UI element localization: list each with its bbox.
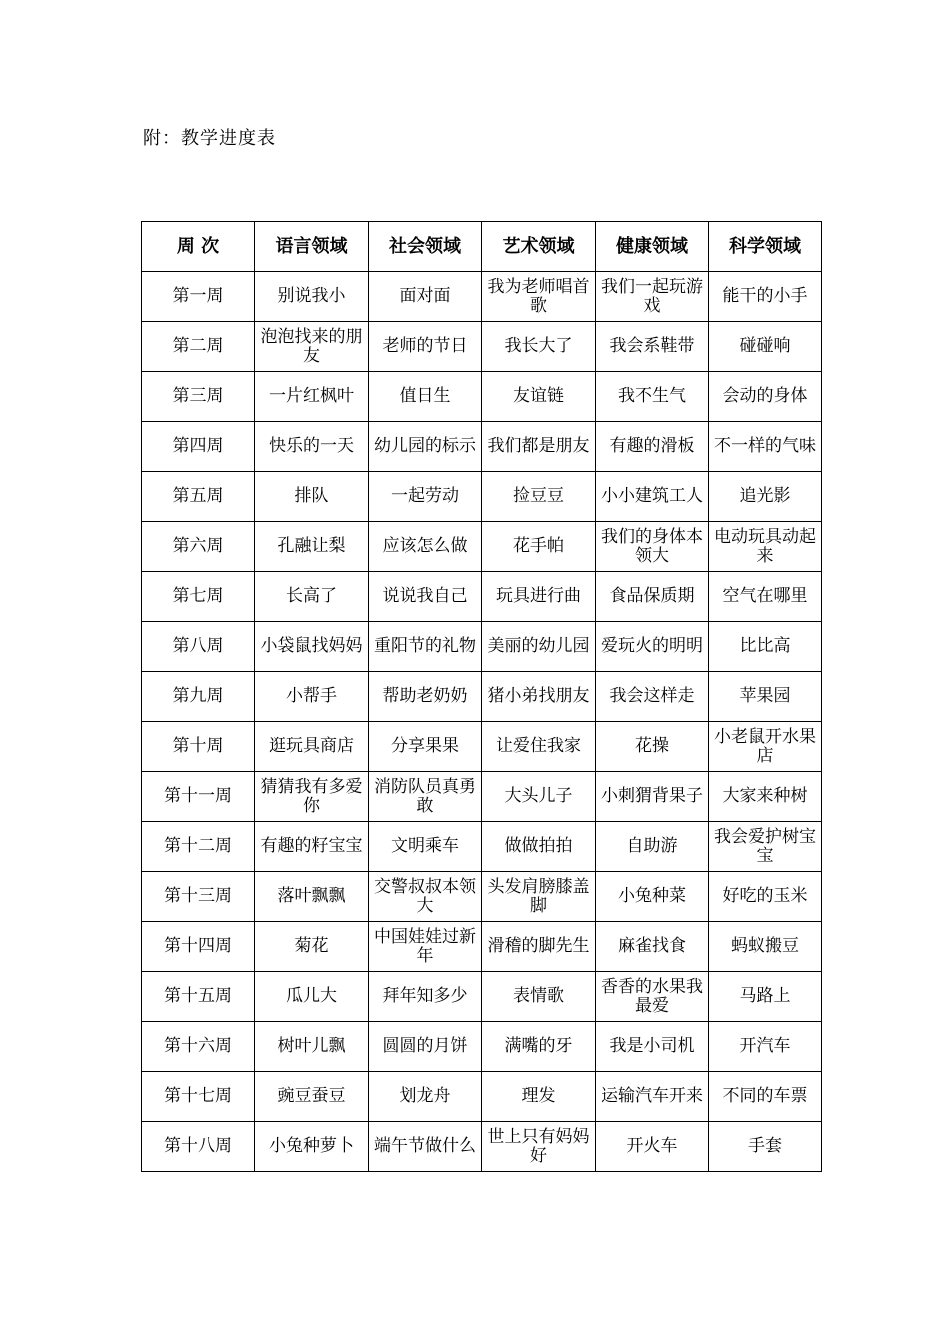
week-cell: 第十二周 [142, 822, 255, 872]
art-cell: 我们都是朋友 [482, 422, 596, 472]
language-cell: 泡泡找来的朋友 [255, 322, 369, 372]
language-cell: 小帮手 [255, 672, 369, 722]
health-cell: 香香的水果我最爱 [596, 972, 709, 1022]
table-row [142, 322, 822, 372]
social-cell: 应该怎么做 [369, 522, 482, 572]
science-cell: 比比高 [709, 622, 822, 672]
week-cell: 第六周 [142, 522, 255, 572]
science-cell: 会动的身体 [709, 372, 822, 422]
science-cell: 马路上 [709, 972, 822, 1022]
science-cell: 空气在哪里 [709, 572, 822, 622]
social-cell: 帮助老奶奶 [369, 672, 482, 722]
week-cell: 第十六周 [142, 1022, 255, 1072]
table-row [142, 522, 822, 572]
social-cell: 端午节做什么 [369, 1122, 482, 1172]
week-cell: 第五周 [142, 472, 255, 522]
art-cell: 世上只有妈妈好 [482, 1122, 596, 1172]
health-cell: 爱玩火的明明 [596, 622, 709, 672]
language-cell: 一片红枫叶 [255, 372, 369, 422]
week-cell: 第三周 [142, 372, 255, 422]
language-cell: 孔融让梨 [255, 522, 369, 572]
health-cell: 麻雀找食 [596, 922, 709, 972]
language-cell: 快乐的一天 [255, 422, 369, 472]
language-cell: 别说我小 [255, 272, 369, 322]
health-cell: 小兔种菜 [596, 872, 709, 922]
art-cell: 猪小弟找朋友 [482, 672, 596, 722]
week-cell: 第十七周 [142, 1072, 255, 1122]
art-cell: 友谊链 [482, 372, 596, 422]
health-cell: 我会这样走 [596, 672, 709, 722]
social-cell: 老师的节日 [369, 322, 482, 372]
header-art: 艺术领域 [482, 222, 596, 272]
health-cell: 开火车 [596, 1122, 709, 1172]
science-cell: 我会爱护树宝宝 [709, 822, 822, 872]
art-cell: 美丽的幼儿园 [482, 622, 596, 672]
science-cell: 电动玩具动起来 [709, 522, 822, 572]
table-header-row [142, 222, 822, 272]
table-row [142, 822, 822, 872]
table-row [142, 1072, 822, 1122]
science-cell: 大家来种树 [709, 772, 822, 822]
health-cell: 我们一起玩游戏 [596, 272, 709, 322]
health-cell: 我们的身体本领大 [596, 522, 709, 572]
language-cell: 豌豆蚕豆 [255, 1072, 369, 1122]
table-row [142, 422, 822, 472]
social-cell: 圆圆的月饼 [369, 1022, 482, 1072]
art-cell: 我长大了 [482, 322, 596, 372]
language-cell: 有趣的籽宝宝 [255, 822, 369, 872]
week-cell: 第二周 [142, 322, 255, 372]
health-cell: 我是小司机 [596, 1022, 709, 1072]
teaching-schedule-table [141, 221, 822, 1172]
week-cell: 第十四周 [142, 922, 255, 972]
language-cell: 逛玩具商店 [255, 722, 369, 772]
science-cell: 追光影 [709, 472, 822, 522]
science-cell: 蚂蚁搬豆 [709, 922, 822, 972]
art-cell: 表情歌 [482, 972, 596, 1022]
health-cell: 有趣的滑板 [596, 422, 709, 472]
social-cell: 一起劳动 [369, 472, 482, 522]
social-cell: 拜年知多少 [369, 972, 482, 1022]
social-cell: 划龙舟 [369, 1072, 482, 1122]
table-row [142, 622, 822, 672]
document-caption: 附：教学进度表 [143, 128, 276, 149]
social-cell: 分享果果 [369, 722, 482, 772]
week-cell: 第十周 [142, 722, 255, 772]
art-cell: 理发 [482, 1072, 596, 1122]
table-row [142, 972, 822, 1022]
language-cell: 瓜儿大 [255, 972, 369, 1022]
health-cell: 食品保质期 [596, 572, 709, 622]
social-cell: 中国娃娃过新年 [369, 922, 482, 972]
table-row [142, 722, 822, 772]
table-row [142, 272, 822, 322]
health-cell: 小刺猬背果子 [596, 772, 709, 822]
art-cell: 滑稽的脚先生 [482, 922, 596, 972]
table-row [142, 922, 822, 972]
art-cell: 玩具进行曲 [482, 572, 596, 622]
social-cell: 文明乘车 [369, 822, 482, 872]
science-cell: 小老鼠开水果店 [709, 722, 822, 772]
social-cell: 值日生 [369, 372, 482, 422]
header-health: 健康领域 [596, 222, 709, 272]
science-cell: 不同的车票 [709, 1072, 822, 1122]
language-cell: 小兔种萝卜 [255, 1122, 369, 1172]
art-cell: 让爱住我家 [482, 722, 596, 772]
header-language: 语言领域 [255, 222, 369, 272]
table-row [142, 672, 822, 722]
social-cell: 重阳节的礼物 [369, 622, 482, 672]
health-cell: 自助游 [596, 822, 709, 872]
week-cell: 第八周 [142, 622, 255, 672]
week-cell: 第四周 [142, 422, 255, 472]
science-cell: 苹果园 [709, 672, 822, 722]
header-social: 社会领域 [369, 222, 482, 272]
table-row [142, 1022, 822, 1072]
social-cell: 消防队员真勇敢 [369, 772, 482, 822]
health-cell: 花操 [596, 722, 709, 772]
language-cell: 菊花 [255, 922, 369, 972]
week-cell: 第九周 [142, 672, 255, 722]
language-cell: 小袋鼠找妈妈 [255, 622, 369, 672]
health-cell: 小小建筑工人 [596, 472, 709, 522]
week-cell: 第十五周 [142, 972, 255, 1022]
art-cell: 我为老师唱首歌 [482, 272, 596, 322]
science-cell: 不一样的气味 [709, 422, 822, 472]
art-cell: 花手帕 [482, 522, 596, 572]
week-cell: 第七周 [142, 572, 255, 622]
art-cell: 做做拍拍 [482, 822, 596, 872]
language-cell: 长高了 [255, 572, 369, 622]
table-row [142, 1122, 822, 1172]
table-body [142, 272, 822, 1172]
table-row [142, 872, 822, 922]
week-cell: 第十八周 [142, 1122, 255, 1172]
language-cell: 树叶儿飘 [255, 1022, 369, 1072]
science-cell: 碰碰响 [709, 322, 822, 372]
health-cell: 我会系鞋带 [596, 322, 709, 372]
science-cell: 开汽车 [709, 1022, 822, 1072]
header-science: 科学领域 [709, 222, 822, 272]
social-cell: 说说我自己 [369, 572, 482, 622]
language-cell: 猜猜我有多爱你 [255, 772, 369, 822]
science-cell: 能干的小手 [709, 272, 822, 322]
social-cell: 面对面 [369, 272, 482, 322]
social-cell: 幼儿园的标示 [369, 422, 482, 472]
table-row [142, 772, 822, 822]
science-cell: 好吃的玉米 [709, 872, 822, 922]
art-cell: 头发肩膀膝盖脚 [482, 872, 596, 922]
art-cell: 满嘴的牙 [482, 1022, 596, 1072]
week-cell: 第十三周 [142, 872, 255, 922]
social-cell: 交警叔叔本领大 [369, 872, 482, 922]
week-cell: 第一周 [142, 272, 255, 322]
health-cell: 运输汽车开来 [596, 1072, 709, 1122]
art-cell: 大头儿子 [482, 772, 596, 822]
week-cell: 第十一周 [142, 772, 255, 822]
table-row [142, 472, 822, 522]
art-cell: 捡豆豆 [482, 472, 596, 522]
language-cell: 排队 [255, 472, 369, 522]
science-cell: 手套 [709, 1122, 822, 1172]
table-row [142, 372, 822, 422]
header-week: 周 次 [142, 222, 255, 272]
health-cell: 我不生气 [596, 372, 709, 422]
language-cell: 落叶飘飘 [255, 872, 369, 922]
table-row [142, 572, 822, 622]
